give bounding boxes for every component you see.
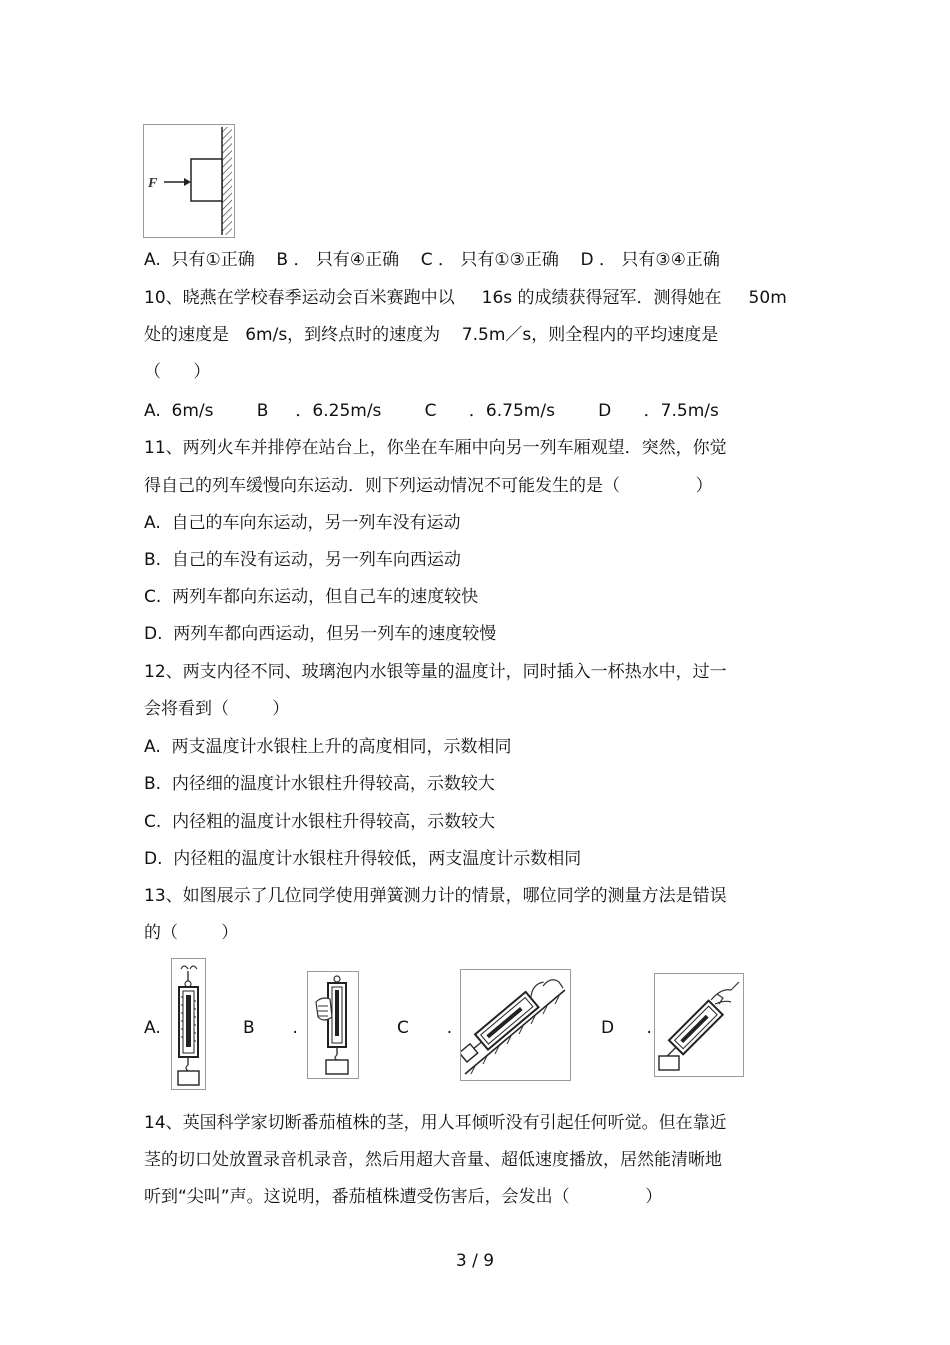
q13-label-a: A. [144, 1018, 161, 1038]
q11-line1: 11、两列火车并排停在站台上，你坐在车厢中向另一列车厢观望．突然，你觉 [144, 438, 727, 458]
q11-option-a: A. 自己的车向东运动，另一列车没有运动 [144, 513, 461, 533]
q13-label-c: C . [397, 1018, 453, 1038]
q13-label-b: B . [243, 1018, 298, 1038]
q14-line1: 14、英国科学家切断番茄植株的茎，用人耳倾听没有引起任何听觉。但在靠近 [144, 1113, 727, 1133]
q12-option-b: B. 内径细的温度计水银柱升得较高，示数较大 [144, 774, 495, 794]
force-label: F [148, 176, 158, 191]
q11-line2: 得自己的列车缓慢向东运动．则下列运动情况不可能发生的是（ ） [144, 476, 713, 496]
q12-option-a: A. 两支温度计水银柱上升的高度相同，示数相同 [144, 737, 512, 757]
spring-scale-figure-b [307, 971, 359, 1079]
q9-options: A. 只有①正确 B ． 只有④正确 C ． 只有①③正确 D ． 只有③④正确 [144, 250, 720, 270]
spring-scale-b-drawing [308, 972, 358, 1078]
force-wall-figure [143, 124, 235, 238]
q12-line2: 会将看到（ ） [144, 699, 290, 719]
spring-scale-figure-a [171, 958, 206, 1090]
q14-line3: 听到“尖叫”声。这说明，番茄植株遭受伤害后，会发出（ ） [144, 1187, 663, 1207]
q11-option-c: C. 两列车都向东运动，但自己车的速度较快 [144, 587, 479, 607]
q11-option-b: B. 自己的车没有运动，另一列车向西运动 [144, 550, 461, 570]
q12-option-c: C. 内径粗的温度计水银柱升得较高，示数较大 [144, 812, 496, 832]
q12-line1: 12、两支内径不同、玻璃泡内水银等量的温度计，同时插入一杯热水中，过一 [144, 662, 727, 682]
q14-line2: 茎的切口处放置录音机录音，然后用超大音量、超低速度播放，居然能清晰地 [144, 1150, 722, 1170]
force-wall-diagram [144, 125, 234, 237]
q13-line1: 13、如图展示了几位同学使用弹簧测力计的情景，哪位同学的测量方法是错误 [144, 886, 727, 906]
spring-scale-a-drawing [172, 959, 205, 1089]
q10-line1: 10、晓燕在学校春季运动会百米赛跑中以 16s 的成绩获得冠军．测得她在 50m [144, 288, 787, 308]
q10-options: A. 6m/s B ．6.25m/s C ．6.75m/s D ．7.5m/s [144, 401, 719, 421]
q13-line2: 的（ ） [144, 923, 239, 943]
spring-scale-figure-c [460, 969, 571, 1081]
force-arrow-head [184, 178, 191, 186]
q10-line2: 处的速度是 6m/s，到终点时的速度为 7.5m／s，则全程内的平均速度是 [144, 325, 719, 345]
spring-scale-figure-d [654, 973, 744, 1077]
q12-option-d: D. 内径粗的温度计水银柱升得较低，两支温度计示数相同 [144, 849, 582, 869]
q11-option-d: D. 两列车都向西运动，但另一列车的速度较慢 [144, 624, 497, 644]
q10-line3: （ ） [144, 362, 211, 382]
q13-label-d: D . [601, 1018, 652, 1038]
wall-hatch [222, 127, 232, 235]
spring-scale-c-drawing [461, 970, 570, 1080]
page-number: 3 / 9 [455, 1251, 495, 1271]
spring-scale-d-drawing [655, 974, 743, 1076]
block [191, 159, 222, 201]
